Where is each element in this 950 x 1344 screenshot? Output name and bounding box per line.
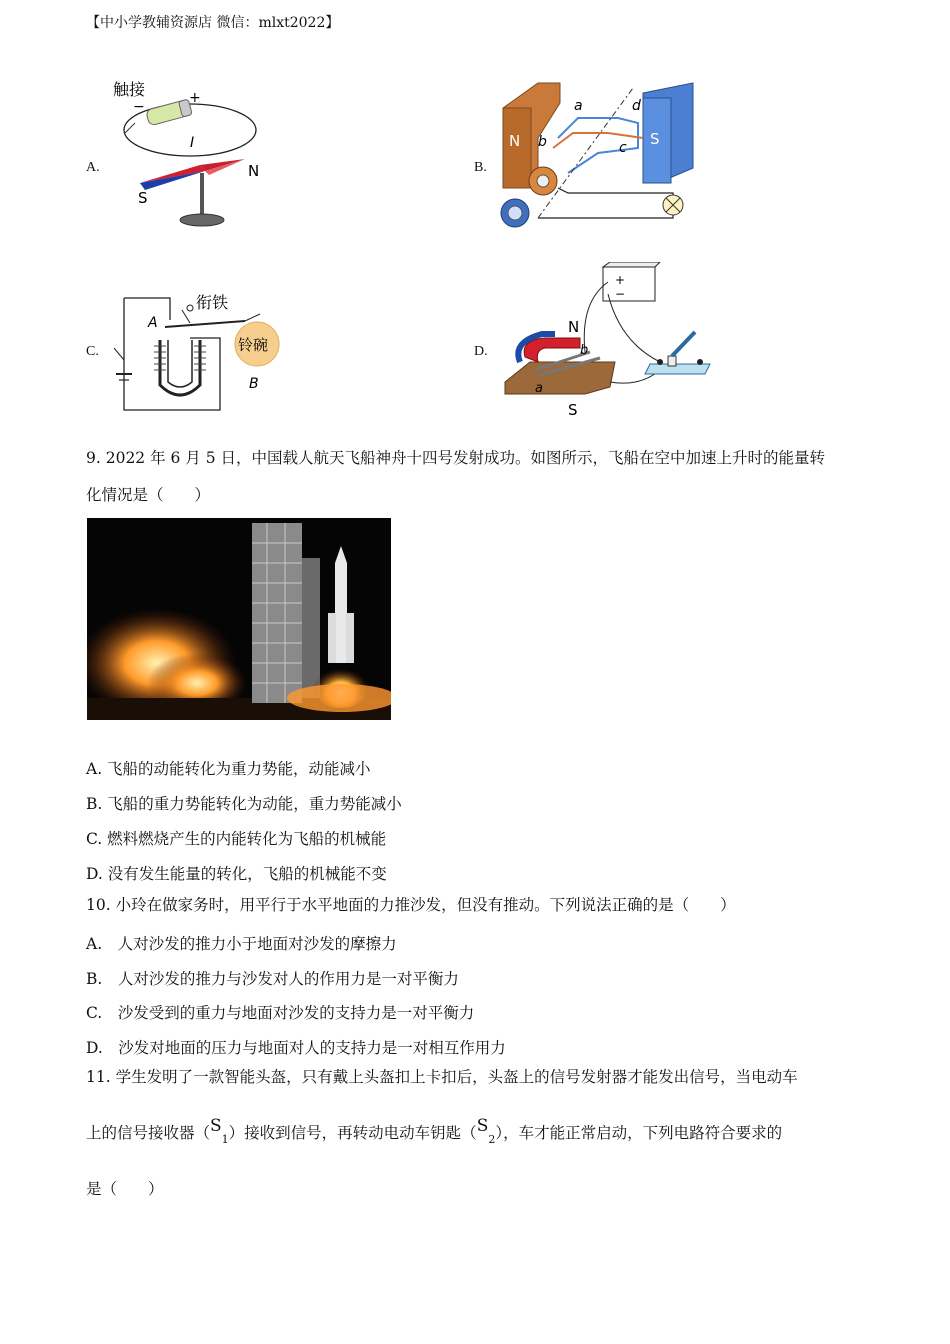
fig-c-b: B bbox=[249, 376, 259, 392]
fig-d-plus: + bbox=[615, 273, 626, 287]
q9-choice-b: B. 飞船的重力势能转化为动能，重力势能减小 bbox=[86, 795, 402, 813]
rocket-launch-photo bbox=[87, 518, 391, 720]
q9-stem-line1: 9. 2022 年 6 月 5 日，中国载人航天飞船神舟十四号发射成功。如图所示，飞船在空中加速上升时的能量转 bbox=[86, 449, 826, 467]
s1-subscript: 1 bbox=[221, 1133, 229, 1146]
fig-a-contact-label: 触接 bbox=[113, 80, 146, 99]
figure-b-generator bbox=[498, 78, 703, 233]
q9-choice-a: A. 飞船的动能转化为重力势能，动能减小 bbox=[86, 760, 371, 778]
fig-d-b: b bbox=[580, 343, 589, 358]
page-header: 【中小学教辅资源店 微信：mlxt2022】 bbox=[86, 15, 340, 31]
option-d-label: D. bbox=[474, 344, 488, 359]
s2-symbol: S bbox=[476, 1116, 489, 1136]
q11-line2-part-a: 上的信号接收器（ bbox=[86, 1124, 211, 1142]
q9-choice-d: D. 没有发生能量的转化，飞船的机械能不变 bbox=[86, 865, 387, 883]
fig-a-minus: − bbox=[133, 99, 145, 115]
fig-d-north: N bbox=[568, 318, 580, 336]
q9-choice-c: C. 燃料燃烧产生的内能转化为飞船的机械能 bbox=[86, 830, 387, 848]
q11-stem-line2 bbox=[86, 1116, 783, 1146]
option-c-label: C. bbox=[86, 344, 99, 359]
fig-a-south: S bbox=[138, 189, 148, 207]
figure-c-electric-bell bbox=[110, 290, 290, 420]
q11-line2-part-c: ），车才能正常启动，下列电路符合要求的 bbox=[495, 1124, 783, 1142]
fig-b-d: d bbox=[632, 98, 641, 114]
q10-stem: 10. 小玲在做家务时，用平行于水平地面的力推沙发，但没有推动。下列说法正确的是（ ） bbox=[86, 896, 736, 914]
fig-b-south: S bbox=[650, 130, 660, 148]
fig-a-north: N bbox=[248, 162, 260, 180]
figure-d-motor-principle bbox=[500, 262, 720, 422]
q11-stem-line3: 是（ ） bbox=[86, 1180, 164, 1198]
option-b-label: B. bbox=[474, 160, 487, 175]
q9-stem-line2: 化情况是（ ） bbox=[86, 486, 211, 504]
figure-a-oersted bbox=[105, 75, 280, 235]
s1-symbol: S bbox=[210, 1116, 222, 1136]
fig-c-bell-label: 铃碗 bbox=[238, 336, 269, 354]
fig-d-south: S bbox=[568, 401, 578, 419]
fig-c-armature-label: 衔铁 bbox=[196, 293, 229, 312]
q11-line2-part-b: ）接收到信号，再转动电动车钥匙（ bbox=[228, 1124, 477, 1142]
q11-stem-line1: 11. 学生发明了一款智能头盔，只有戴上头盔扣上卡扣后，头盔上的信号发射器才能发出信号，当电动车 bbox=[86, 1068, 798, 1086]
s2-subscript: 2 bbox=[488, 1133, 496, 1146]
fig-b-a: a bbox=[574, 98, 583, 114]
q10-choice-a: A. 人对沙发的推力小于地面对沙发的摩擦力 bbox=[86, 935, 397, 953]
fig-d-minus: − bbox=[615, 287, 626, 301]
fig-b-c: c bbox=[619, 140, 627, 156]
q10-choice-b: B. 人对沙发的推力与沙发对人的作用力是一对平衡力 bbox=[86, 970, 459, 988]
fig-a-current: I bbox=[190, 135, 195, 151]
q10-choice-c: C. 沙发受到的重力与地面对沙发的支持力是一对平衡力 bbox=[86, 1004, 475, 1022]
option-a-label: A. bbox=[86, 160, 100, 175]
fig-b-b: b bbox=[538, 134, 547, 150]
fig-a-plus: + bbox=[189, 90, 201, 106]
fig-c-a: A bbox=[148, 315, 158, 331]
fig-d-a: a bbox=[535, 381, 543, 396]
q10-choice-d: D. 沙发对地面的压力与地面对人的支持力是一对相互作用力 bbox=[86, 1039, 506, 1057]
fig-b-north: N bbox=[509, 132, 521, 150]
